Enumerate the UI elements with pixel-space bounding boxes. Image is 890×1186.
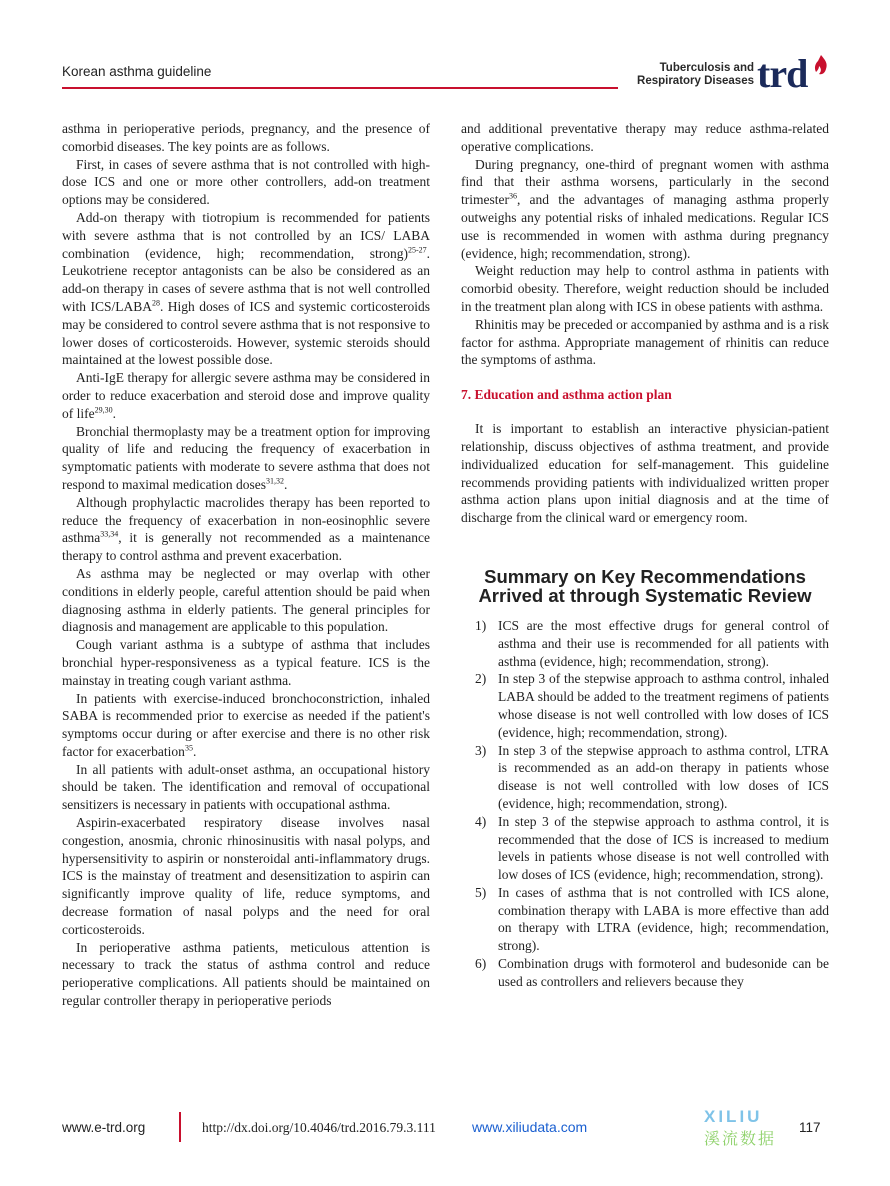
recommendation-list (461, 617, 829, 991)
recommendation-text: ICS are the most effective drugs for general control of asthma and their use is recommended for all patients with asthma (evidence, high; recommendation, strong). (498, 617, 829, 669)
paragraph-text: Cough variant asthma is a subtype of asthma that includes bronchial hyper-responsiveness as a typical feature. ICS is the mainstay in treating cough variant asthma. (62, 637, 430, 688)
paragraph-text: asthma in perioperative periods, pregnancy, and the presence of comorbid diseases. The key points are as follows. (62, 121, 430, 154)
recommendation-text: In cases of asthma that is not controlled with ICS alone, combination therapy with LABA is more effective than add on therapy with LTRA (evidence, high; recommendation, strong). (498, 884, 829, 954)
recommendation-text: Combination drugs with formoterol and budesonide can be used as controllers and relievers because they (498, 956, 829, 989)
right-paragraphs (461, 120, 829, 369)
recommendation-item (461, 617, 829, 670)
summary-heading-line1: Summary on Key Recommendations (484, 565, 806, 587)
paragraph-text: . (283, 476, 288, 492)
paragraph (461, 262, 829, 315)
citation-superscript: 29,30 (94, 405, 113, 415)
paragraph-text: As asthma may be neglected or may overlap with other conditions in elderly people, careful attention should be paid when diagnosing asthma in elderly patients. The general principles for diagnosis and management are applicable to this population. (62, 565, 430, 635)
paragraph-text: , and the advantages of managing asthma properly outweighs any potential risks of inhaled medications. Regular ICS use is recommended in women with asthma during pregnancy (evidence, high; recommendation, strong). (461, 192, 829, 261)
recommendation-item (461, 670, 829, 741)
paragraph-text: Add-on therapy with tiotropium is recommended for patients with severe asthma that is not controlled by an ICS/ LABA combination (evidence, high; recommendation, strong) (62, 209, 430, 261)
citation-superscript: 28 (151, 298, 160, 308)
paragraph-text: In perioperative asthma patients, meticulous attention is necessary to track the status of asthma control and reduce perioperative complications. All patients should be maintained on regular controller therapy in perioperative periods (62, 939, 430, 1009)
paragraph (62, 120, 430, 156)
recommendation-text: In step 3 of the stepwise approach to asthma control, it is recommended that the dose of ICS is increased to medium levels in patients whose disease is not well controlled with low doses of ICS (evidence, high; recommendation, strong). (498, 813, 829, 883)
footer-website[interactable]: www.e-trd.org (62, 1120, 146, 1135)
journal-name-line1: Tuberculosis and (659, 62, 754, 74)
paragraph-text: Aspirin-exacerbated respiratory disease involves nasal congestion, anosmia, chronic rhinosinusitis with nasal polyps, and hypersensitivity to aspirin or nonsteroidal anti-inflammatory drugs. ICS is the mainstay of treatment and desensitization to aspirin can significantly improve quality of life, reduce symptoms, and decrease formation of nasal polyps and the need for oral corticosteroids. (62, 815, 430, 937)
paragraph-text: , it is generally not recommended as a maintenance therapy to control asthma and prevent exacerbation. (62, 530, 430, 564)
recommendation-item (461, 742, 829, 813)
journal-name (612, 62, 754, 88)
journal-name-line2: Respiratory Diseases (637, 75, 754, 87)
section-heading: 7. Education and asthma action plan (461, 387, 672, 403)
citation-superscript: 33,34 (100, 529, 119, 539)
paragraph (461, 120, 829, 156)
recommendation-text: In step 3 of the stepwise approach to asthma control, LTRA is recommended as an add-on therapy in patients whose disease is not well controlled with low doses of ICS (evidence, high; recommendation, strong). (498, 742, 829, 811)
paragraph-text: . High doses of ICS and systemic corticosteroids may be considered to control severe asthma that is not responsive to lower doses of corticosteroids. However, systemic steroids should maintained at the lowest possible dose. (62, 298, 430, 368)
summary-heading-line2: Arrived at through Systematic Review (478, 584, 812, 606)
paragraph-text: Although prophylactic macrolides therapy has been reported to reduce the frequency of exacerbation in non-eosinophlic severe asthma (62, 494, 430, 546)
recommendation-item (461, 884, 829, 955)
paragraph (62, 565, 430, 636)
recommendation-number: 3) (475, 742, 487, 758)
journal-logo: trd (757, 51, 808, 96)
paragraph-text: and additional preventative therapy may reduce asthma-related operative complications. (461, 121, 829, 154)
paragraph (62, 209, 430, 369)
recommendation-number: 5) (475, 884, 487, 900)
recommendation-text: In step 3 of the stepwise approach to asthma control, inhaled LABA should be added to the treatment regimens of patients whose disease is not well controlled with low doses of ICS (evidence, high; recommendation, strong). (498, 671, 829, 740)
left-column (62, 120, 430, 1010)
svg-text:XILIU: XILIU (704, 1107, 763, 1126)
page-number: 117 (799, 1120, 821, 1135)
paragraph (461, 156, 829, 263)
watermark-url[interactable]: www.xiliudata.com (472, 1119, 588, 1135)
paragraph-text: First, in cases of severe asthma that is not controlled with high-dose ICS and one or more other controllers, add-on treatment options may be considered. (62, 156, 430, 208)
footer-rule (179, 1112, 181, 1142)
watermark-text: 溪流数据 (704, 1129, 777, 1148)
running-title: Korean asthma guideline (62, 64, 212, 79)
paragraph-text: Bronchial thermoplasty may be a treatment option for improving quality of life and reducing the frequency of exacerbation in symptomatic patients with moderate to severe asthma that does not respond to maximal medication doses (62, 423, 430, 492)
paragraph (461, 316, 829, 369)
paragraph (62, 156, 430, 209)
paragraph-text: Weight reduction may help to control asthma in patients with comorbid obesity. Therefore, weight reduction should be included in the treatment plan along with ICS in obese patients with asthma. (461, 263, 829, 314)
paragraph (62, 814, 430, 939)
paragraph (62, 636, 430, 689)
paragraph-text: . (192, 743, 197, 759)
paragraph (62, 761, 430, 814)
recommendation-number: 1) (475, 617, 487, 633)
header-rule (62, 87, 618, 89)
paragraph-text: Anti-IgE therapy for allergic severe asthma may be considered in order to reduce exacerbation and steroid dose and improve quality of life (62, 370, 430, 421)
recommendation-number: 4) (475, 813, 487, 829)
paragraph (62, 423, 430, 494)
paragraph-text: In patients with exercise-induced bronchoconstriction, inhaled SABA is recommended prior to exercise as needed if the patient's symptoms occur during or after exercise and there is no other risk factor for exacerbation (62, 690, 430, 759)
summary-heading (461, 567, 829, 605)
recommendation-item (461, 813, 829, 884)
paragraph-text: . Leukotriene receptor antagonists can be also be considered as an add-on therapy in cases of severe asthma that is not well controlled with ICS/LABA (62, 245, 430, 314)
recommendation-number: 2) (475, 671, 487, 687)
footer-doi[interactable]: http://dx.doi.org/10.4046/trd.2016.79.3.111 (202, 1120, 436, 1135)
paragraph (62, 369, 430, 422)
right-column (461, 120, 829, 991)
citation-superscript: 31,32 (265, 476, 284, 486)
paragraph-text: . (112, 405, 116, 421)
paragraph (62, 494, 430, 565)
recommendation-number: 6) (475, 956, 487, 972)
recommendation-item (461, 955, 829, 991)
watermark-logo (700, 1106, 792, 1150)
section-body: It is important to establish an interactive physician-patient relationship, discuss objectives of asthma treatment, and provide individualized education for self-management. This guideline recommends providing patients with individualized written proper asthma action plans upon initial diagnosis and at the time of discharge from the clinical ward or emergency room. (461, 421, 829, 526)
paragraph (62, 690, 430, 761)
paragraph-text: During pregnancy, one-third of pregnant women with asthma find that their asthma worsens, particularly in the second trimester (461, 156, 829, 208)
citation-superscript: 36 (508, 191, 517, 201)
paragraph-text: Rhinitis may be preceded or accompanied by asthma and is a risk factor for asthma. Appropriate management of rhinitis can reduce the symptoms of asthma. (461, 316, 829, 368)
citation-superscript: 35 (184, 743, 193, 753)
paragraph-text: In all patients with adult-onset asthma, an occupational history should be taken. The identification and removal of occupational sensitizers is necessary in patients with occupational asthma. (62, 761, 430, 813)
citation-superscript: 25-27 (407, 245, 427, 255)
paragraph (62, 939, 430, 1010)
flame-icon (813, 54, 829, 76)
footer (62, 1107, 832, 1148)
